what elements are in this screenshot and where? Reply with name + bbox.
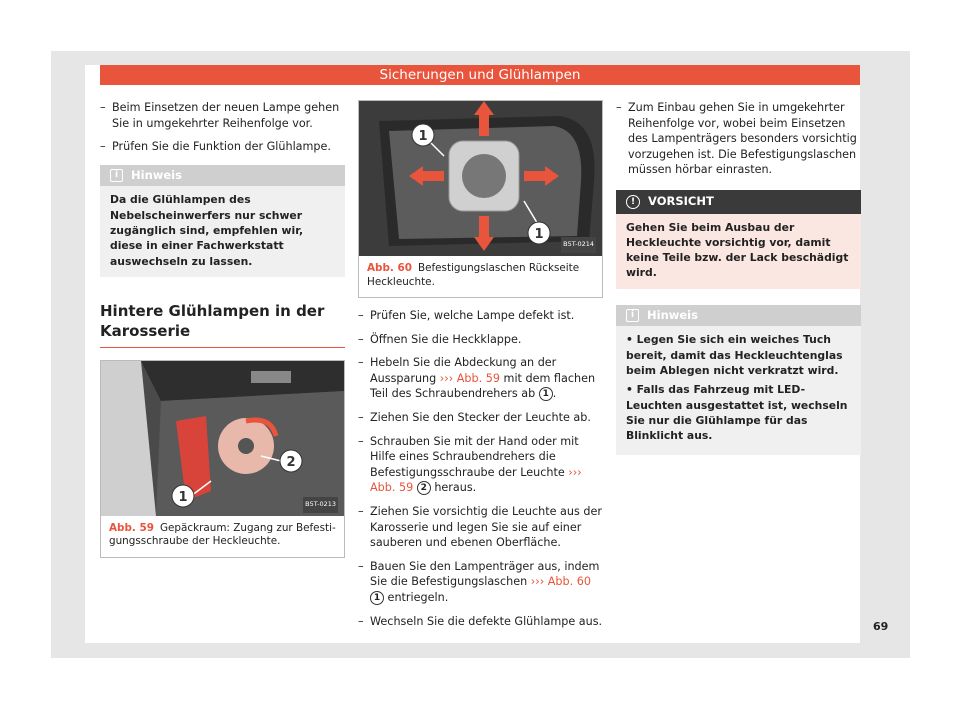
trunk-illustration bbox=[101, 361, 344, 516]
warning-icon: ! bbox=[626, 195, 640, 209]
list-item: – Ziehen Sie den Stecker der Leuchte ab. bbox=[358, 410, 591, 424]
figure-caption-text: Befestigungslaschen Rückseite Heckleuchte. bbox=[367, 262, 580, 288]
note-header bbox=[616, 305, 861, 327]
note-header bbox=[100, 165, 345, 187]
list-item: • Legen Sie sich ein weiches Tuch bereit, damit das Heckleuchtenglas beim Ablegen nicht verkratzt wird. bbox=[626, 333, 843, 377]
list-item: – Bauen Sie den Lampenträger aus, indem Sie die Befestigungslaschen ››› Abb. 60 1 entriegeln. bbox=[358, 559, 600, 604]
figure-code: B5T-0213 bbox=[303, 497, 338, 513]
column-3 bbox=[616, 100, 861, 455]
step-text: Prüfen Sie, welche Lampe defekt ist. bbox=[370, 309, 575, 322]
callout-1b: 1 bbox=[534, 227, 544, 242]
figure-code: B5T-0214 bbox=[561, 237, 596, 253]
list-item: – Prüfen Sie, welche Lampe defekt ist. bbox=[358, 309, 575, 322]
list-item: – Öffnen Sie die Heckklappe. bbox=[358, 332, 522, 346]
column-2 bbox=[358, 100, 603, 637]
step-text: Prüfen Sie die Funktion der Glühlampe. bbox=[112, 140, 331, 154]
step-text: Ziehen Sie vorsichtig die Leuchte aus der Karosserie und legen Sie sie auf einer sauberen und ebenen Oberfläche. bbox=[370, 504, 602, 550]
step-text: Ziehen Sie den Stecker der Leuchte ab. bbox=[370, 410, 591, 424]
list-item: – Schrauben Sie mit der Hand oder mit Hilfe eines Schraubendrehers die Befestigungsschraube der Leuchte ››› Abb. 59 2 heraus. bbox=[358, 434, 582, 495]
figure-label: Abb. 59 bbox=[109, 521, 154, 534]
caution-header bbox=[616, 190, 861, 214]
note-text: Da die Glühlampen des Nebelscheinwerfers nur schwer zugänglich sind, empfehlen wir, diese in einer Fachwerkstatt auswechseln zu lassen. bbox=[110, 193, 304, 268]
callout-badge: 1 bbox=[539, 387, 553, 401]
callout-1: 1 bbox=[418, 129, 428, 144]
figure-60 bbox=[358, 100, 603, 298]
list-item: – Wechseln Sie die defekte Glühlampe aus. bbox=[358, 614, 603, 628]
caution-text: Gehen Sie beim Ausbau der Heckleuchte vorsichtig vor, damit keine Teile bzw. der Lack beschädigt wird. bbox=[626, 220, 849, 280]
list-item: – Beim Einsetzen der neuen Lampe gehen Sie in umgekehrter Reihenfolge vor. bbox=[100, 101, 340, 130]
callout-1: 1 bbox=[178, 489, 188, 505]
page-header: Sicherungen und Glühlampen bbox=[100, 65, 860, 85]
note-bullet-text: Falls das Fahrzeug mit LED-Leuchten ausgestattet ist, wechseln Sie nur die Glühlampe für das Blinklicht aus. bbox=[626, 383, 848, 443]
note-title: Hinweis bbox=[647, 307, 698, 322]
info-icon: i bbox=[626, 309, 639, 322]
step-text: Hebeln Sie die Abdeckung an der Aussparung bbox=[370, 356, 557, 385]
step-text: . bbox=[552, 387, 557, 401]
note-box bbox=[616, 305, 861, 456]
figure-59 bbox=[100, 360, 345, 558]
step-text: Schrauben Sie mit der Hand oder mit Hilfe eines Schraubendrehers die Befestigungsschraube der Leuchte bbox=[370, 434, 579, 479]
lamp-holder-illustration bbox=[359, 101, 602, 256]
note-title: Hinweis bbox=[131, 167, 182, 182]
note-bullet-text: Legen Sie sich ein weiches Tuch bereit, damit das Heckleuchtenglas beim Ablegen nicht verkratzt wird. bbox=[626, 333, 843, 377]
page-number: 69 bbox=[873, 620, 889, 633]
figure-reference-link[interactable]: ››› Abb. 60 bbox=[530, 575, 591, 589]
figure-caption bbox=[101, 516, 344, 557]
figure-caption-text: Gepäckraum: Zugang zur Befestigungsschraube der Heckleuchte. bbox=[109, 521, 336, 548]
step-text: Beim Einsetzen der neuen Lampe gehen Sie in umgekehrter Reihenfolge vor. bbox=[112, 101, 340, 130]
step-text: heraus. bbox=[430, 481, 477, 495]
figure-59-image bbox=[101, 361, 344, 516]
figure-label: Abb. 60 bbox=[367, 262, 412, 274]
note-box bbox=[100, 165, 345, 277]
callout-2: 2 bbox=[286, 454, 296, 470]
list-item: – Ziehen Sie vorsichtig die Leuchte aus der Karosserie und legen Sie sie auf einer sauberen und ebenen Oberfläche. bbox=[358, 504, 602, 550]
callout-badge: 1 bbox=[370, 591, 384, 605]
list-item: – Hebeln Sie die Abdeckung an der Aussparung ››› Abb. 59 mit dem flachen Teil des Schraubendrehers ab 1 . bbox=[358, 356, 596, 401]
figure-caption bbox=[359, 256, 602, 297]
section-title: Hintere Glühlampen in der Karosserie bbox=[100, 301, 345, 348]
step-text: Öffnen Sie die Heckklappe. bbox=[370, 332, 522, 346]
figure-reference-link[interactable]: ››› Abb. 59 bbox=[370, 465, 582, 495]
step-text: mit dem flachen Teil des Schraubendrehers ab bbox=[370, 371, 596, 401]
caution-box bbox=[616, 190, 861, 289]
steps-list bbox=[358, 308, 603, 629]
callout-badge: 2 bbox=[417, 481, 431, 495]
step-text: Zum Einbau gehen Sie in umgekehrter Reihenfolge vor, wobei beim Einsetzen des Lampenträgers besonders vorsichtig vorzugehen ist. Die Befestigungslaschen müssen hörbar einrasten. bbox=[628, 101, 857, 177]
column-1 bbox=[100, 100, 345, 558]
list-item: – Zum Einbau gehen Sie in umgekehrter Reihenfolge vor, wobei beim Einsetzen des Lampenträgers besonders vorsichtig vorzugehen ist. Die Befestigungslaschen müssen hörbar einrasten. bbox=[616, 101, 857, 177]
step-text: Bauen Sie den Lampenträger aus, indem Sie die Befestigungslaschen bbox=[370, 559, 600, 589]
figure-60-image bbox=[359, 101, 602, 256]
figure-reference-link[interactable]: ››› Abb. 59 bbox=[439, 371, 500, 385]
step-text: Wechseln Sie die defekte Glühlampe aus. bbox=[370, 614, 603, 628]
step-text: entriegeln. bbox=[384, 590, 449, 604]
info-icon: i bbox=[110, 169, 123, 182]
caution-title: VORSICHT bbox=[648, 193, 714, 208]
note-body bbox=[616, 326, 861, 455]
list-item: – Prüfen Sie die Funktion der Glühlampe. bbox=[100, 140, 331, 154]
list-item: • Falls das Fahrzeug mit LED-Leuchten ausgestattet ist, wechseln Sie nur die Glühlampe für das Blinklicht aus. bbox=[626, 383, 848, 443]
